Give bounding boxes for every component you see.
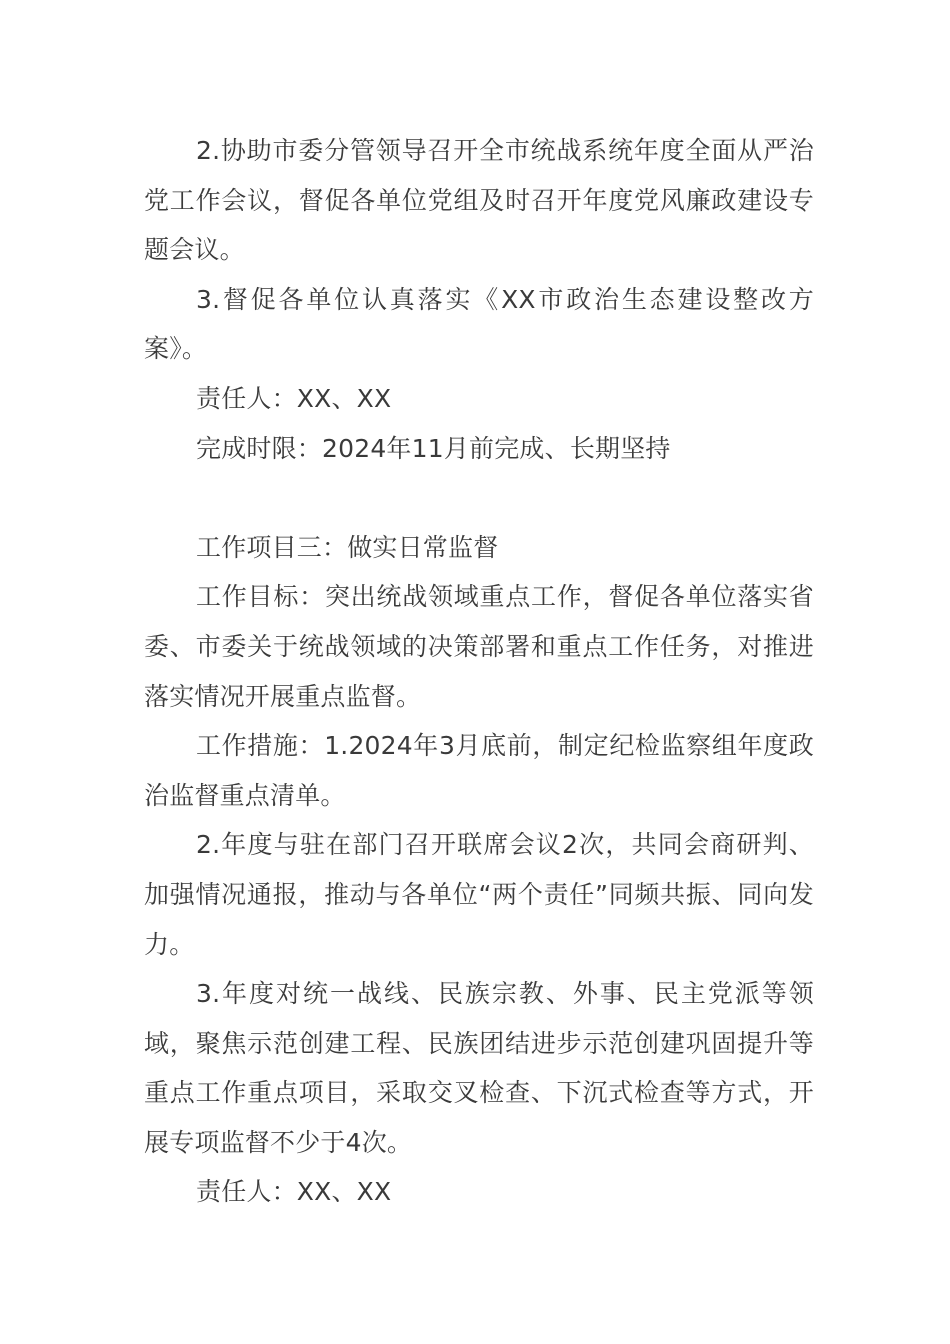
paragraph-responsible-person-2: 责任人：XX、XX	[196, 1177, 392, 1207]
paragraph-work-goal: 工作目标：突出统战领域重点工作，督促各单位落实省委、市委关于统战领域的决策部署和重点工作任务，对推进落实情况开展重点监督。	[144, 582, 814, 711]
paragraph-project-three-title: 工作项目三：做实日常监督	[196, 532, 499, 562]
paragraph-work-measure-3: 3.年度对统一战线、民族宗教、外事、民主党派等领域，聚焦示范创建工程、民族团结进步示范创建巩固提升等重点工作重点项目，采取交叉检查、下沉式检查等方式，开展专项监督不少于4次。	[144, 979, 814, 1157]
paragraph-work-measure-2: 2.年度与驻在部门召开联席会议2次，共同会商研判、加强情况通报，推动与各单位“两个责任”同频共振、同向发力。	[144, 830, 814, 959]
paragraph-measure-2: 2.协助市委分管领导召开全市统战系统年度全面从严治党工作会议，督促各单位党组及时召开年度党风廉政建设专题会议。	[144, 136, 814, 265]
paragraph-deadline: 完成时限：2024年11月前完成、长期坚持	[196, 433, 671, 463]
blank-line	[144, 473, 814, 523]
document-body	[144, 126, 814, 1217]
paragraph-work-measure-1: 工作措施：1.2024年3月底前，制定纪检监察组年度政治监督重点清单。	[144, 731, 814, 810]
paragraph-responsible-person: 责任人：XX、XX	[196, 383, 392, 413]
paragraph-measure-3: 3.督促各单位认真落实《XX市政治生态建设整改方案》。	[144, 284, 814, 364]
